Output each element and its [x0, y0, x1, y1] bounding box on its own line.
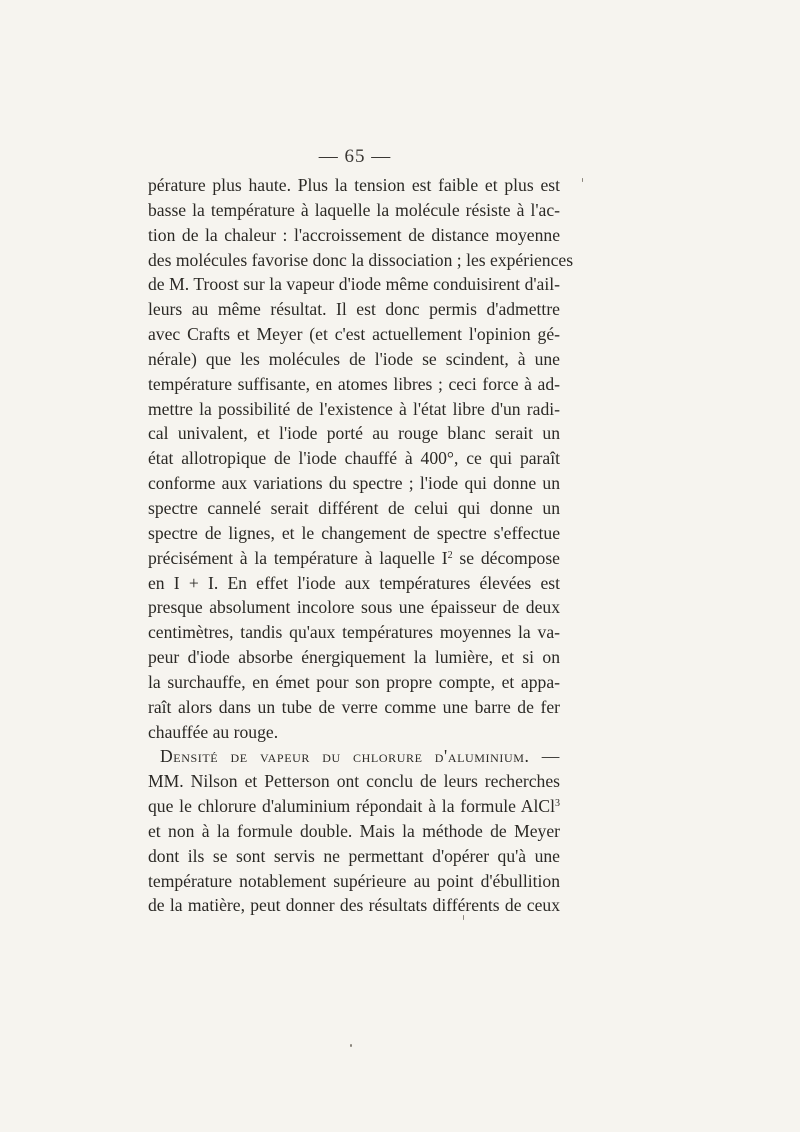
text-segment: se décompose — [452, 547, 560, 568]
text-line: nérale) que les molécules de l'iode se scindent, à une — [148, 348, 560, 369]
text-line: des molécules favorise donc la dissociation ; les expériences — [148, 249, 574, 270]
text-line: MM. Nilson et Petterson ont conclu de leurs recherches — [148, 771, 560, 792]
body-text — [148, 173, 574, 918]
page-number: — 65 — — [318, 146, 392, 167]
superscript: 3 — [555, 798, 560, 810]
text-line: température suffisante, en atomes libres ; ceci force à ad- — [148, 373, 560, 394]
text-line: chauffée au rouge. — [148, 721, 279, 742]
text-line: la surchauffe, en émet pour son propre compte, et appa- — [148, 671, 560, 692]
text-line: cal univalent, et l'iode porté au rouge blanc serait un — [148, 423, 560, 444]
text-segment: précisément à la température à laquelle I — [148, 547, 448, 568]
paper-speck — [582, 178, 583, 182]
paper-speck — [463, 915, 464, 920]
text-segment: que le chlorure d'aluminium répondait à la formule AlCl — [148, 796, 555, 817]
text-line: en I + I. En effet l'iode aux températures élevées est — [148, 572, 560, 593]
text-line: tion de la chaleur : l'accroissement de distance moyenne — [148, 224, 560, 245]
text-line: de M. Troost sur la vapeur d'iode même conduisirent d'ail- — [148, 274, 560, 295]
text-line: avec Crafts et Meyer (et c'est actuellement l'opinion gé- — [148, 324, 560, 345]
text-line: mettre la possibilité de l'existence à l'état libre d'un radi- — [148, 398, 560, 419]
text-line: conforme aux variations du spectre ; l'iode qui donne un — [148, 473, 560, 494]
text-line: pérature plus haute. Plus la tension est faible et plus est — [148, 175, 560, 195]
text-line: de la matière, peut donner des résultats différents de ceux — [148, 895, 560, 916]
text-line-with-superscript — [148, 546, 560, 571]
text-line: raît alors dans un tube de verre comme une barre de fer — [148, 696, 560, 717]
text-line: état allotropique de l'iode chauffé à 400°, ce qui paraît — [148, 448, 560, 469]
text-line: presque absolument incolore sous une épaisseur de deux — [148, 597, 560, 618]
text-line-with-superscript — [148, 794, 560, 819]
text-line: peur d'iode absorbe énergiquement la lumière, et si on — [148, 647, 560, 668]
text-line: dont ils se sont servis ne permettant d'opérer qu'à une — [148, 845, 560, 866]
text-line: centimètres, tandis qu'aux températures moyennes la va- — [148, 622, 560, 643]
text-line: leurs au même résultat. Il est donc permis d'admettre — [148, 299, 560, 320]
text-line: température notablement supérieure au point d'ébullition — [148, 870, 560, 891]
text-line: spectre cannelé serait différent de celui qui donne un — [148, 497, 560, 518]
paper-speck — [350, 1044, 352, 1047]
text-line: spectre de lignes, et le changement de spectre s'effectue — [148, 522, 560, 543]
section-heading: Densité de vapeur du chlorure d'aluminium. — — [160, 746, 560, 767]
text-line: et non à la formule double. Mais la méthode de Meyer — [148, 820, 560, 841]
text-line: basse la température à laquelle la molécule résiste à l'ac- — [148, 199, 560, 220]
superscript: 2 — [447, 549, 453, 561]
